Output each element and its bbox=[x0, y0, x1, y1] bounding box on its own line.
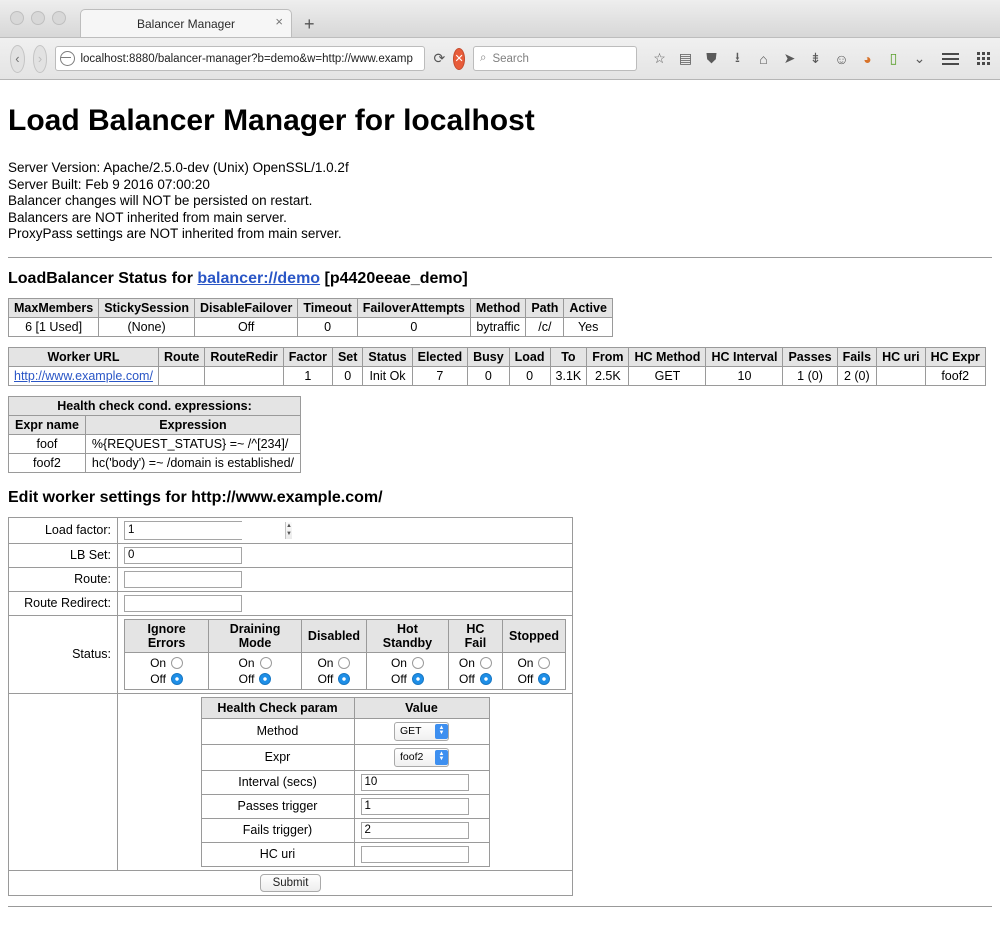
persist-note-line: Balancer changes will NOT be persisted on restart. bbox=[8, 193, 313, 208]
table-row-hc-uri bbox=[201, 842, 489, 866]
radio-icon[interactable] bbox=[480, 657, 492, 669]
library-icon[interactable]: ▤ bbox=[678, 50, 693, 66]
status-heading-prefix: LoadBalancer Status for bbox=[8, 269, 198, 287]
th-passes: Passes bbox=[783, 347, 837, 366]
disabled-on-option[interactable] bbox=[308, 655, 360, 671]
th-disabled: Disabled bbox=[301, 619, 366, 652]
search-icon: ⌕ bbox=[480, 52, 487, 64]
shield-icon[interactable]: ⛊ bbox=[706, 50, 717, 66]
table-row bbox=[9, 317, 613, 336]
th-from: From bbox=[587, 347, 629, 366]
server-info bbox=[8, 160, 992, 243]
worker-settings-form bbox=[8, 517, 573, 896]
close-window-button[interactable] bbox=[10, 11, 24, 25]
pocket-icon[interactable]: ⇟ bbox=[809, 50, 822, 66]
td-to: 3.1K bbox=[550, 366, 587, 385]
hc-uri-input[interactable] bbox=[361, 846, 469, 863]
th-ignore-errors: Ignore Errors bbox=[125, 619, 209, 652]
server-version-line: Server Version: Apache/2.5.0-dev (Unix) OpenSSL/1.0.2f bbox=[8, 160, 349, 175]
td-busy: 0 bbox=[468, 366, 510, 385]
td-expression: hc('body') =~ /domain is established/ bbox=[85, 453, 300, 472]
value-hc-passes bbox=[354, 794, 489, 818]
td-factor: 1 bbox=[283, 366, 332, 385]
page-title: Load Balancer Manager for localhost bbox=[8, 104, 535, 137]
status-options-table bbox=[124, 619, 566, 690]
divider bbox=[8, 257, 992, 258]
th-busy: Busy bbox=[468, 347, 510, 366]
menu-icon[interactable] bbox=[942, 53, 959, 65]
toolbar-icons bbox=[651, 49, 928, 68]
proxypass-note-line: ProxyPass settings are NOT inherited from main server. bbox=[8, 226, 342, 241]
radio-label-off: Off bbox=[459, 671, 475, 686]
td-elected: 7 bbox=[412, 366, 467, 385]
radio-icon[interactable] bbox=[260, 657, 272, 669]
ignore-errors-on-option[interactable] bbox=[131, 655, 202, 671]
hc-method-select[interactable] bbox=[394, 722, 449, 741]
form-row-lb-set bbox=[9, 543, 573, 567]
ignore-errors-off-option[interactable] bbox=[131, 671, 202, 687]
load-factor-label: Load factor: bbox=[9, 517, 118, 543]
td-active: Yes bbox=[564, 317, 613, 336]
td-hc-interval: 10 bbox=[706, 366, 783, 385]
tab-label: Balancer Manager bbox=[136, 16, 236, 31]
address-bar[interactable] bbox=[55, 46, 425, 71]
radio-label-off: Off bbox=[150, 671, 166, 686]
hc-expr-select[interactable] bbox=[394, 748, 449, 767]
th-expr-name: Expr name bbox=[9, 415, 86, 434]
hc-fails-input[interactable] bbox=[361, 822, 469, 839]
maximize-window-button[interactable] bbox=[52, 11, 66, 25]
table-row-fails bbox=[201, 818, 489, 842]
submit-cell bbox=[9, 870, 573, 895]
close-icon[interactable]: × bbox=[275, 14, 283, 29]
radio-icon-selected[interactable] bbox=[480, 673, 492, 685]
td-path: /c/ bbox=[526, 317, 564, 336]
page-content bbox=[0, 80, 1000, 907]
healthcheck-caption: Health check cond. expressions: bbox=[9, 396, 301, 415]
worker-url-link[interactable]: http://www.example.com/ bbox=[14, 368, 153, 383]
chevron-down-icon[interactable]: ⌄ bbox=[913, 50, 926, 66]
stopped-on-option[interactable] bbox=[509, 655, 559, 671]
radio-label-on: On bbox=[390, 655, 407, 670]
table-header-row bbox=[201, 697, 489, 718]
th-maxmembers: MaxMembers bbox=[9, 298, 99, 317]
radio-label-off: Off bbox=[391, 671, 407, 686]
lb-set-cell bbox=[118, 543, 573, 567]
hot-standby-on-option[interactable] bbox=[373, 655, 442, 671]
value-hc-method bbox=[354, 718, 489, 744]
radio-icon-selected[interactable] bbox=[538, 673, 550, 685]
new-tab-button[interactable]: + bbox=[304, 14, 315, 34]
th-stopped: Stopped bbox=[502, 619, 565, 652]
td-maxmembers: 6 [1 Used] bbox=[9, 317, 99, 336]
td-method: bytraffic bbox=[470, 317, 525, 336]
hc-spacer-cell bbox=[9, 693, 118, 870]
draining-mode-on-option[interactable] bbox=[215, 655, 295, 671]
route-redirect-input[interactable] bbox=[124, 595, 242, 612]
submit-button[interactable]: Submit bbox=[260, 874, 322, 892]
stop-icon[interactable]: ✕ bbox=[453, 48, 465, 70]
td-expr-name: foof2 bbox=[9, 453, 86, 472]
th-hc-method: HC Method bbox=[629, 347, 706, 366]
td-hc-uri bbox=[877, 366, 926, 385]
th-hc-param: Health Check param bbox=[201, 697, 354, 718]
label-hc-uri: HC uri bbox=[201, 842, 354, 866]
th-hc-uri: HC uri bbox=[877, 347, 926, 366]
table-row bbox=[125, 652, 566, 689]
form-row-route-redirect bbox=[9, 591, 573, 615]
td-disabled bbox=[301, 652, 366, 689]
th-hot-standby: Hot Standby bbox=[367, 619, 449, 652]
th-expression: Expression bbox=[85, 415, 300, 434]
window-controls[interactable] bbox=[10, 11, 66, 25]
td-passes: 1 (0) bbox=[783, 366, 837, 385]
hc-passes-input[interactable] bbox=[361, 798, 469, 815]
status-label: Status: bbox=[9, 615, 118, 693]
th-route: Route bbox=[158, 347, 204, 366]
status-cell bbox=[118, 615, 573, 693]
td-hot-standby bbox=[367, 652, 449, 689]
value-hc-fails bbox=[354, 818, 489, 842]
form-row-healthcheck-params bbox=[9, 693, 573, 870]
stepper-down-icon[interactable]: ▼ bbox=[286, 531, 292, 538]
th-to: To bbox=[550, 347, 587, 366]
td-expr-name: foof bbox=[9, 434, 86, 453]
radio-label-on: On bbox=[238, 655, 255, 670]
url-text: localhost:8880/balancer-manager?b=demo&w=http://www.examp bbox=[80, 52, 413, 65]
reload-icon[interactable]: ⟳ bbox=[433, 50, 446, 66]
th-hc-value: Value bbox=[354, 697, 489, 718]
stepper-buttons[interactable] bbox=[285, 522, 292, 539]
radio-label-off: Off bbox=[317, 671, 334, 686]
back-icon[interactable]: ‹ bbox=[10, 45, 25, 73]
td-hc-fail bbox=[448, 652, 502, 689]
table-row-passes bbox=[201, 794, 489, 818]
td-timeout: 0 bbox=[298, 317, 357, 336]
td-hc-expr: foof2 bbox=[925, 366, 985, 385]
load-factor-input[interactable] bbox=[125, 522, 285, 539]
table-row-interval bbox=[201, 770, 489, 794]
radio-icon-selected[interactable] bbox=[259, 673, 271, 685]
hc-interval-input[interactable] bbox=[361, 774, 469, 791]
th-hc-fail: HC Fail bbox=[448, 619, 502, 652]
loadbalancer-status-heading bbox=[8, 270, 992, 288]
route-input[interactable] bbox=[124, 571, 242, 588]
server-built-line: Server Built: Feb 9 2016 07:00:20 bbox=[8, 176, 210, 192]
th-factor: Factor bbox=[283, 347, 332, 366]
th-method: Method bbox=[470, 298, 525, 317]
minimize-window-button[interactable] bbox=[31, 11, 45, 25]
td-status: Init Ok bbox=[363, 366, 412, 385]
stepper-up-icon[interactable]: ▲ bbox=[286, 522, 292, 529]
download-icon[interactable]: ⭳ bbox=[735, 48, 740, 65]
table-row-method bbox=[201, 718, 489, 744]
tab-balancer-manager[interactable] bbox=[80, 9, 292, 37]
table-row-expr bbox=[201, 744, 489, 770]
radio-label-on: On bbox=[317, 655, 334, 670]
form-row-load-factor bbox=[9, 517, 573, 543]
radio-label-off: Off bbox=[517, 671, 534, 686]
radio-label-on: On bbox=[517, 655, 534, 670]
td-route bbox=[158, 366, 204, 385]
form-row-status bbox=[9, 615, 573, 693]
label-hc-fails: Fails trigger) bbox=[201, 818, 354, 842]
value-hc-uri bbox=[354, 842, 489, 866]
table-header-row bbox=[9, 347, 986, 366]
radio-icon[interactable] bbox=[338, 657, 350, 669]
window-titlebar bbox=[0, 0, 1000, 38]
td-draining-mode bbox=[209, 652, 302, 689]
th-hc-expr: HC Expr bbox=[925, 347, 985, 366]
table-row bbox=[9, 366, 986, 385]
hc-fail-off-option[interactable] bbox=[455, 671, 496, 687]
table-header-row bbox=[125, 619, 566, 652]
th-status: Status bbox=[363, 347, 412, 366]
smiley-icon[interactable]: ☺ bbox=[834, 50, 849, 67]
table-caption-row bbox=[9, 396, 301, 415]
draining-mode-off-option[interactable] bbox=[215, 671, 295, 687]
th-stickysession: StickySession bbox=[99, 298, 195, 317]
table-header-row bbox=[9, 298, 613, 317]
healthcheck-expressions-table bbox=[8, 396, 301, 473]
value-hc-interval bbox=[354, 770, 489, 794]
value-hc-expr bbox=[354, 744, 489, 770]
load-factor-stepper[interactable] bbox=[124, 521, 292, 540]
th-load: Load bbox=[509, 347, 550, 366]
radio-icon[interactable] bbox=[538, 657, 550, 669]
td-load: 0 bbox=[509, 366, 550, 385]
route-cell bbox=[118, 567, 573, 591]
td-worker-url[interactable] bbox=[9, 366, 159, 385]
td-set: 0 bbox=[332, 366, 362, 385]
lb-set-input[interactable] bbox=[124, 547, 242, 564]
th-elected: Elected bbox=[412, 347, 467, 366]
label-hc-expr: Expr bbox=[201, 744, 354, 770]
send-icon[interactable]: ➤ bbox=[783, 50, 796, 66]
home-icon[interactable]: ⌂ bbox=[759, 50, 768, 67]
td-failoverattempts: 0 bbox=[357, 317, 470, 336]
status-heading-suffix: [p4420eeae_demo] bbox=[320, 269, 468, 287]
navigation-toolbar bbox=[0, 38, 1000, 79]
browser-chrome bbox=[0, 0, 1000, 80]
balancer-link[interactable]: balancer://demo bbox=[197, 269, 321, 287]
radio-icon-selected[interactable] bbox=[171, 673, 183, 685]
th-failoverattempts: FailoverAttempts bbox=[357, 298, 470, 317]
td-hc-method: GET bbox=[629, 366, 706, 385]
label-hc-method: Method bbox=[201, 718, 354, 744]
hc-method-selected-value: GET bbox=[400, 725, 422, 737]
td-expression: %{REQUEST_STATUS} =~ /^[234]/ bbox=[85, 434, 300, 453]
th-timeout: Timeout bbox=[298, 298, 357, 317]
radio-icon-selected[interactable] bbox=[412, 673, 424, 685]
th-active: Active bbox=[564, 298, 613, 317]
chevron-down-icon[interactable]: ▲ ▼ bbox=[435, 724, 448, 739]
battery-icon[interactable]: ▯ bbox=[889, 50, 898, 66]
td-ignore-errors bbox=[125, 652, 209, 689]
table-header-row bbox=[9, 415, 301, 434]
th-draining-mode: Draining Mode bbox=[209, 619, 302, 652]
chevron-down-icon[interactable]: ▲ ▼ bbox=[435, 750, 448, 765]
search-input[interactable] bbox=[473, 46, 637, 71]
label-hc-passes: Passes trigger bbox=[201, 794, 354, 818]
route-redirect-label: Route Redirect: bbox=[9, 591, 118, 615]
search-placeholder: Search bbox=[492, 52, 529, 65]
edit-worker-heading: Edit worker settings for http://www.example.com/ bbox=[8, 488, 383, 506]
route-redirect-cell bbox=[118, 591, 573, 615]
lb-set-label: LB Set: bbox=[9, 543, 118, 567]
disabled-off-option[interactable] bbox=[308, 671, 360, 687]
extension-icon[interactable]: ◕ bbox=[863, 50, 872, 67]
radio-label-on: On bbox=[150, 655, 167, 670]
hc-expr-selected-value: foof2 bbox=[400, 751, 424, 763]
radio-icon[interactable] bbox=[171, 657, 183, 669]
hc-params-cell bbox=[118, 693, 573, 870]
hc-fail-on-option[interactable] bbox=[455, 655, 496, 671]
divider-bottom bbox=[8, 906, 992, 907]
th-disablefailover: DisableFailover bbox=[194, 298, 297, 317]
table-row bbox=[9, 434, 301, 453]
td-fails: 2 (0) bbox=[837, 366, 877, 385]
balancer-summary-table bbox=[8, 298, 613, 337]
form-row-route bbox=[9, 567, 573, 591]
td-disablefailover: Off bbox=[194, 317, 297, 336]
worker-table bbox=[8, 347, 986, 386]
table-row bbox=[9, 453, 301, 472]
th-routeredir: RouteRedir bbox=[205, 347, 283, 366]
td-stickysession: (None) bbox=[99, 317, 195, 336]
th-worker-url: Worker URL bbox=[9, 347, 159, 366]
healthcheck-param-table bbox=[201, 697, 490, 867]
label-hc-interval: Interval (secs) bbox=[201, 770, 354, 794]
td-routeredir bbox=[205, 366, 283, 385]
td-from: 2.5K bbox=[587, 366, 629, 385]
inherit-note-line: Balancers are NOT inherited from main server. bbox=[8, 209, 287, 225]
th-hc-interval: HC Interval bbox=[706, 347, 783, 366]
td-stopped bbox=[502, 652, 565, 689]
globe-icon bbox=[60, 51, 75, 66]
apps-grid-icon[interactable] bbox=[977, 52, 990, 65]
load-factor-cell bbox=[118, 517, 573, 543]
bookmark-star-icon[interactable]: ☆ bbox=[653, 50, 666, 66]
th-set: Set bbox=[332, 347, 362, 366]
route-label: Route: bbox=[9, 567, 118, 591]
radio-icon-selected[interactable] bbox=[338, 673, 350, 685]
radio-icon[interactable] bbox=[412, 657, 424, 669]
radio-label-off: Off bbox=[238, 671, 255, 686]
th-fails: Fails bbox=[837, 347, 877, 366]
stopped-off-option[interactable] bbox=[509, 671, 559, 687]
forward-icon[interactable]: › bbox=[33, 45, 48, 73]
radio-label-on: On bbox=[458, 655, 475, 670]
hot-standby-off-option[interactable] bbox=[373, 671, 442, 687]
th-path: Path bbox=[526, 298, 564, 317]
form-row-submit bbox=[9, 870, 573, 895]
